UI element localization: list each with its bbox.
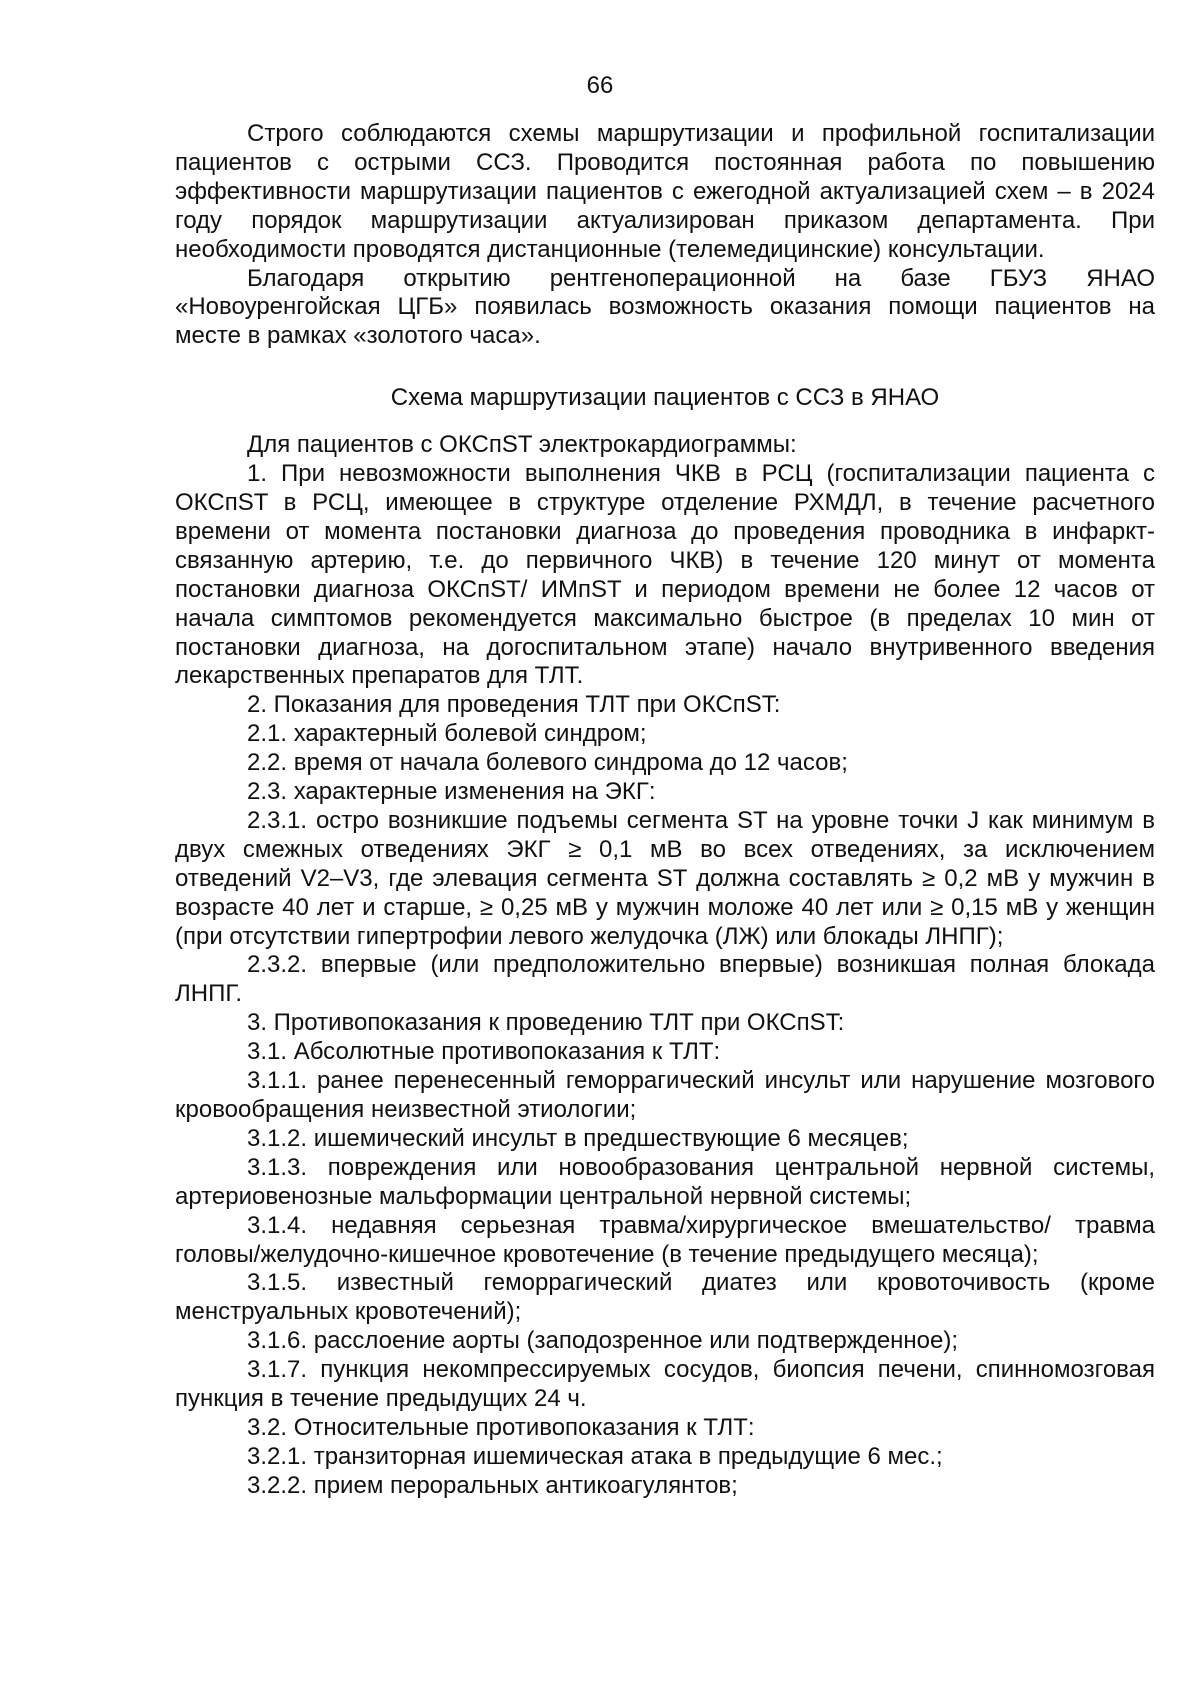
paragraph-routing-schemes: Строго соблюдаются схемы маршрутизации и профильной госпитализации пациентов с острыми ССЗ. Проводится постоянная работа по повышению эффективности маршрутизации пациентов с ежегодной актуализацией схем – в 2024 году порядок маршрутизации актуализирован приказом департамента. При необходимости проводятся дистанционные (телемедицинские) консультации. [175, 120, 1155, 263]
list-item-2-3: 2.3. характерные изменения на ЭКГ: [247, 778, 656, 806]
list-item-3-1-2: 3.1.2. ишемический инсульт в предшествующие 6 месяцев; [247, 1124, 909, 1152]
list-item-3-1: 3.1. Абсолютные противопоказания к ТЛТ: [247, 1038, 721, 1066]
document-body [175, 120, 1155, 1501]
list-item-1: 1. При невозможности выполнения ЧКВ в РСЦ (госпитализации пациента с ОКСпST в РСЦ, имеющее в структуре отделение РХМДЛ, в течение расчетного времени от момента постановки диагноза до проведения проводника в инфаркт-связанную артерию, т.е. до первичного ЧКВ) в течение 120 минут от момента постановки диагноза ОКСпST/ ИМпST и периодом времени не более 12 часов от начала симптомов рекомендуется максимально быстрое (в пределах 10 мин от постановки диагноза, на догоспитальном этапе) начало внутривенного введения лекарственных препаратов для ТЛТ. [175, 460, 1155, 690]
list-item-3-1-6: 3.1.6. расслоение аорты (заподозренное или подтвержденное); [247, 1327, 959, 1355]
list-item-3-1-5: 3.1.5. известный геморрагический диатез или кровоточивость (кроме менструальных кровотечений); [175, 1269, 1155, 1326]
list-item-3-1-4: 3.1.4. недавняя серьезная травма/хирургическое вмешательство/ травма головы/желудочно-кишечное кровотечение (в течение предыдущего месяца); [175, 1211, 1155, 1268]
list-item-2-2: 2.2. время от начала болевого синдрома до 12 часов; [247, 749, 848, 777]
list-item-3-2-2: 3.2.2. прием пероральных антикоагулянтов; [247, 1471, 738, 1499]
list-item-3: 3. Противопоказания к проведению ТЛТ при ОКСпST: [247, 1009, 845, 1037]
list-item-3-2: 3.2. Относительные противопоказания к ТЛТ: [247, 1413, 755, 1441]
page-number: 66 [586, 72, 614, 99]
paragraph-xray-operating-room: Благодаря открытию рентгеноперационной на базе ГБУЗ ЯНАО «Новоуренгойская ЦГБ» появилась возможность оказания помощи пациентов на месте в рамках «золотого часа». [175, 264, 1155, 350]
list-item-3-1-1: 3.1.1. ранее перенесенный геморрагический инсульт или нарушение мозгового кровообращения неизвестной этиологии; [175, 1067, 1155, 1123]
paragraph-intro-stemi: Для пациентов с ОКСпST электрокардиограммы: [247, 431, 797, 459]
section-heading: Схема маршрутизации пациентов с ССЗ в ЯНАО [390, 384, 940, 412]
list-item-3-1-7: 3.1.7. пункция некомпрессируемых сосудов, биопсия печени, спинномозговая пункция в течение предыдущих 24 ч. [175, 1356, 1155, 1413]
list-item-3-2-1: 3.2.1. транзиторная ишемическая атака в предыдущие 6 мес.; [247, 1442, 943, 1470]
list-item-3-1-3: 3.1.3. повреждения или новообразования центральной нервной системы, артериовенозные мальформации центральной нервной системы; [175, 1153, 1155, 1210]
list-item-2-3-2: 2.3.2. впервые (или предположительно впервые) возникшая полная блокада ЛНПГ. [175, 951, 1155, 1008]
list-item-2-3-1: 2.3.1. остро возникшие подъемы сегмента ST на уровне точки J как минимум в двух смежных отведениях ЭКГ ≥ 0,1 мВ во всех отведениях, за исключением отведений V2–V3, где элевация сегмента ST должна составлять ≥ 0,2 мВ у мужчин в возрасте 40 лет и старше, ≥ 0,25 мВ у мужчин моложе 40 лет или ≥ 0,15 мВ у женщин (при отсутствии гипертрофии левого желудочка (ЛЖ) или блокады ЛНПГ); [175, 806, 1155, 950]
list-item-2: 2. Показания для проведения ТЛТ при ОКСпST: [247, 691, 781, 719]
list-item-2-1: 2.1. характерный болевой синдром; [247, 720, 647, 748]
